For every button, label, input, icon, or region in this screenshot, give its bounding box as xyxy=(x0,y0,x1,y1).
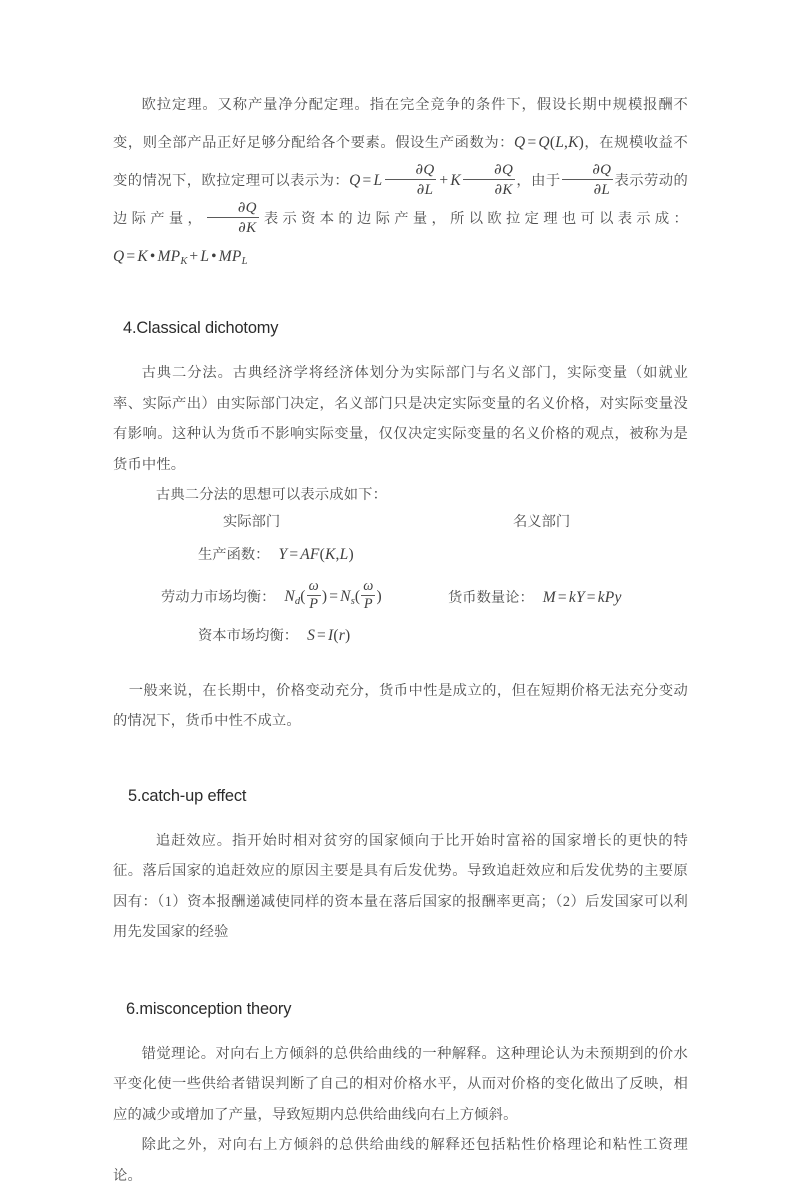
spacer xyxy=(113,737,688,787)
euler-text-b: ，在规模收益不变的情况下，欧拉定理可以表示为： xyxy=(113,135,688,189)
label-capital-market-equilibrium: 资本市场均衡： xyxy=(198,627,299,644)
equation-quantity-theory-of-money: M = kY = kPy xyxy=(542,588,622,606)
equation-euler-mp-form: Q = K • $MP_K + L$ • $MP_L$ xyxy=(113,248,248,268)
label-production-function: 生产函数： xyxy=(198,546,270,563)
equation-production-function: Y = AF(K,L) xyxy=(278,545,354,563)
equation-partial-q-partial-l: $\frac{\partial Q}{\partial L}$ xyxy=(561,172,615,189)
column-header-real-sector: 实际部门 xyxy=(223,513,281,530)
dichotomy-column-headers xyxy=(113,511,688,538)
spacer xyxy=(113,281,688,319)
paragraph-misconception-theory-definition: 错觉理论。对向右上方倾斜的总供给曲线的一种解释。这种理论认为未预期到的价水平变化使一些供给者错误判断了自己的相对价格水平，从而对价格的变化做出了反映，相应的减少或增加了产量，导致短期内总供给曲线向右上方倾斜。 xyxy=(113,1045,688,1123)
paragraph-dichotomy-intro: 古典二分法的思想可以表示成如下： xyxy=(155,487,388,504)
euler-text-c: ，由于 xyxy=(516,173,561,189)
column-header-nominal-sector: 名义部门 xyxy=(513,513,571,530)
paragraph-misconception-theory-additional: 除此之外，对向右上方倾斜的总供给曲线的解释还包括粘性价格理论和粘性工资理论。 xyxy=(113,1137,688,1184)
spacer xyxy=(113,655,688,676)
spacer xyxy=(113,1019,688,1039)
equation-production-function-inline: Q = Q(L,K) xyxy=(514,134,585,151)
spacer xyxy=(113,948,688,1000)
dichotomy-row-capital-market xyxy=(113,621,688,655)
dichotomy-row-production-function xyxy=(113,538,688,573)
euler-text-a: 欧拉定理。又称产量净分配定理。指在完全竞争的条件下，假设长期中规模报酬不变，则全部产品正好足够分配给各个要素。假设生产函数为： xyxy=(113,97,688,151)
row-labor-market-equilibrium xyxy=(161,578,382,615)
label-quantity-theory-of-money: 货币数量论： xyxy=(448,589,534,606)
paragraph-classical-dichotomy-definition: 古典二分法。古典经济学将经济体划分为实际部门与名义部门，实际变量（如就业率、实际产出）由实际部门决定，名义部门只是决定实际变量的名义价格，对实际变量没有影响。这种认为货币不影响实际变量，仅仅决定实际变量的名义价格的观点，被称为是货币中性。 xyxy=(113,365,688,473)
label-labor-market-equilibrium: 劳动力市场均衡： xyxy=(161,589,276,606)
dichotomy-row-labor-market xyxy=(113,573,688,621)
euler-text-e: 表示资本的边际产量，所以欧拉定理也可以表示成： xyxy=(259,211,688,228)
equation-capital-market-equilibrium: S = I(r) xyxy=(307,626,351,644)
heading-classical-dichotomy: 4.Classical dichotomy xyxy=(123,319,279,338)
dichotomy-table xyxy=(113,511,688,655)
heading-misconception-theory: 6.misconception theory xyxy=(126,999,292,1018)
paragraph-money-neutrality: 一般来说，在长期中，价格变动充分，货币中性是成立的，但在短期价格无法充分变动的情况下，货币中性不成立。 xyxy=(113,682,688,730)
paragraph-euler-theorem xyxy=(113,86,688,281)
equation-labor-market-equilibrium: $N_d$( $\frac{\omega}{P}$ ) = $N_s$( $\frac{\omega}{P}$ ) xyxy=(284,578,382,613)
paragraph-catch-up-effect-definition: 追赶效应。指开始时相对贫穷的国家倾向于比开始时富裕的国家增长的更快的特征。落后国家的追赶效应的原因主要是具有后发优势。导致追赶效应和后发优势的主要原因有：（1）资本报酬递减使同样的资本量在落后国家的报酬率更高；（2）后发国家可以利用先发国家的经验 xyxy=(113,832,688,941)
equation-euler-expanded: Q = L $\frac{\partial Q}{\partial L}$ + K $\frac{\partial Q}{\partial K}$ xyxy=(349,159,514,199)
euler-text-d: 表示劳动的边际产量， xyxy=(113,173,689,228)
row-capital-market-equilibrium xyxy=(198,625,350,645)
heading-catch-up-effect: 5.catch-up effect xyxy=(128,786,247,805)
row-production-function xyxy=(198,544,354,564)
equation-partial-q-partial-k: $\frac{\partial Q}{\partial K}$ xyxy=(206,210,260,227)
row-quantity-theory-of-money xyxy=(448,587,622,607)
document-content xyxy=(113,86,688,1191)
spacer xyxy=(113,806,688,826)
spacer xyxy=(113,338,688,358)
